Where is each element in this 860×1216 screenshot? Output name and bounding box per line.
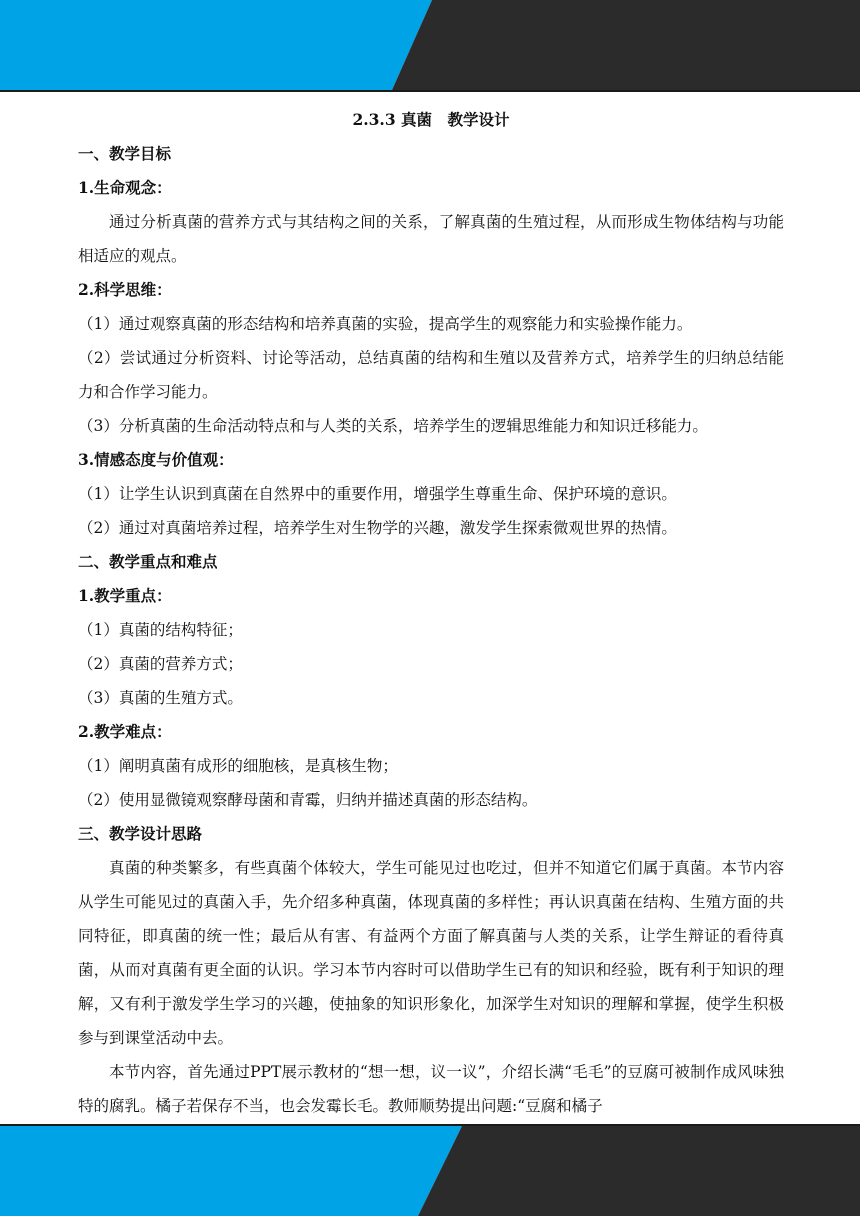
subheading: 2.科学思维： <box>78 280 172 299</box>
paragraph: 真菌的种类繁多，有些真菌个体较大，学生可能见过也吃过，但并不知道它们属于真菌。本节内容从学生可能见过的真菌入手，先介绍多种真菌，体现真菌的多样性；再认识真菌在结构、生殖方面的共同特征，即真菌的统一性；最后从有害、有益两个方面了解真菌与人类的关系，让学生辩证的看待真菌，从而对真菌有更全面的认识。学习本节内容时可以借助学生已有的知识和经验，既有利于知识的理解，又有利于激发学生学习的兴趣，使抽象的知识形象化，加深学生对知识的理解和掌握，使学生积极参与到课堂活动中去。 <box>78 859 784 1047</box>
list-item: （1）让学生认识到真菌在自然界中的重要作用，增强学生尊重生命、保护环境的意识。 <box>78 485 677 503</box>
subheading: 3.情感态度与价值观： <box>78 450 234 469</box>
list-item: （1）阐明真菌有成形的细胞核，是真核生物； <box>78 757 398 775</box>
paragraph: 本节内容，首先通过PPT展示教材的“想一想，议一议”，介绍长满“毛毛”的豆腐可被制作成风味独特的腐乳。橘子若保存不当，也会发霉长毛。教师顺势提出问题:“豆腐和橘子 <box>78 1063 784 1115</box>
footer-banner <box>0 1124 860 1216</box>
list-item: （2）尝试通过分析资料、讨论等活动，总结真菌的结构和生殖以及营养方式，培养学生的归纳总结能力和合作学习能力。 <box>78 349 784 401</box>
document-body <box>78 103 784 1123</box>
header-banner <box>0 0 860 92</box>
section-heading: 二、教学重点和难点 <box>78 552 218 571</box>
subheading: 2.教学难点： <box>78 722 172 741</box>
list-item: （3）分析真菌的生命活动特点和与人类的关系，培养学生的逻辑思维能力和知识迁移能力。 <box>78 417 708 435</box>
subheading: 1.教学重点： <box>78 586 172 605</box>
section-heading: 一、教学目标 <box>78 144 172 163</box>
subheading: 1.生命观念： <box>78 178 172 197</box>
document-title: 2.3.3 真菌 教学设计 <box>352 110 510 129</box>
section-heading: 三、教学设计思路 <box>78 824 203 843</box>
list-item: （2）通过对真菌培养过程，培养学生对生物学的兴趣，激发学生探索微观世界的热情。 <box>78 519 677 537</box>
list-item: （2）使用显微镜观察酵母菌和青霉，归纳并描述真菌的形态结构。 <box>78 791 538 809</box>
list-item: （2）真菌的营养方式； <box>78 655 243 673</box>
list-item: （1）真菌的结构特征； <box>78 621 243 639</box>
list-item: （1）通过观察真菌的形态结构和培养真菌的实验，提高学生的观察能力和实验操作能力。 <box>78 315 693 333</box>
list-item: （3）真菌的生殖方式。 <box>78 689 243 707</box>
paragraph: 通过分析真菌的营养方式与其结构之间的关系，了解真菌的生殖过程，从而形成生物体结构与功能相适应的观点。 <box>78 213 784 265</box>
